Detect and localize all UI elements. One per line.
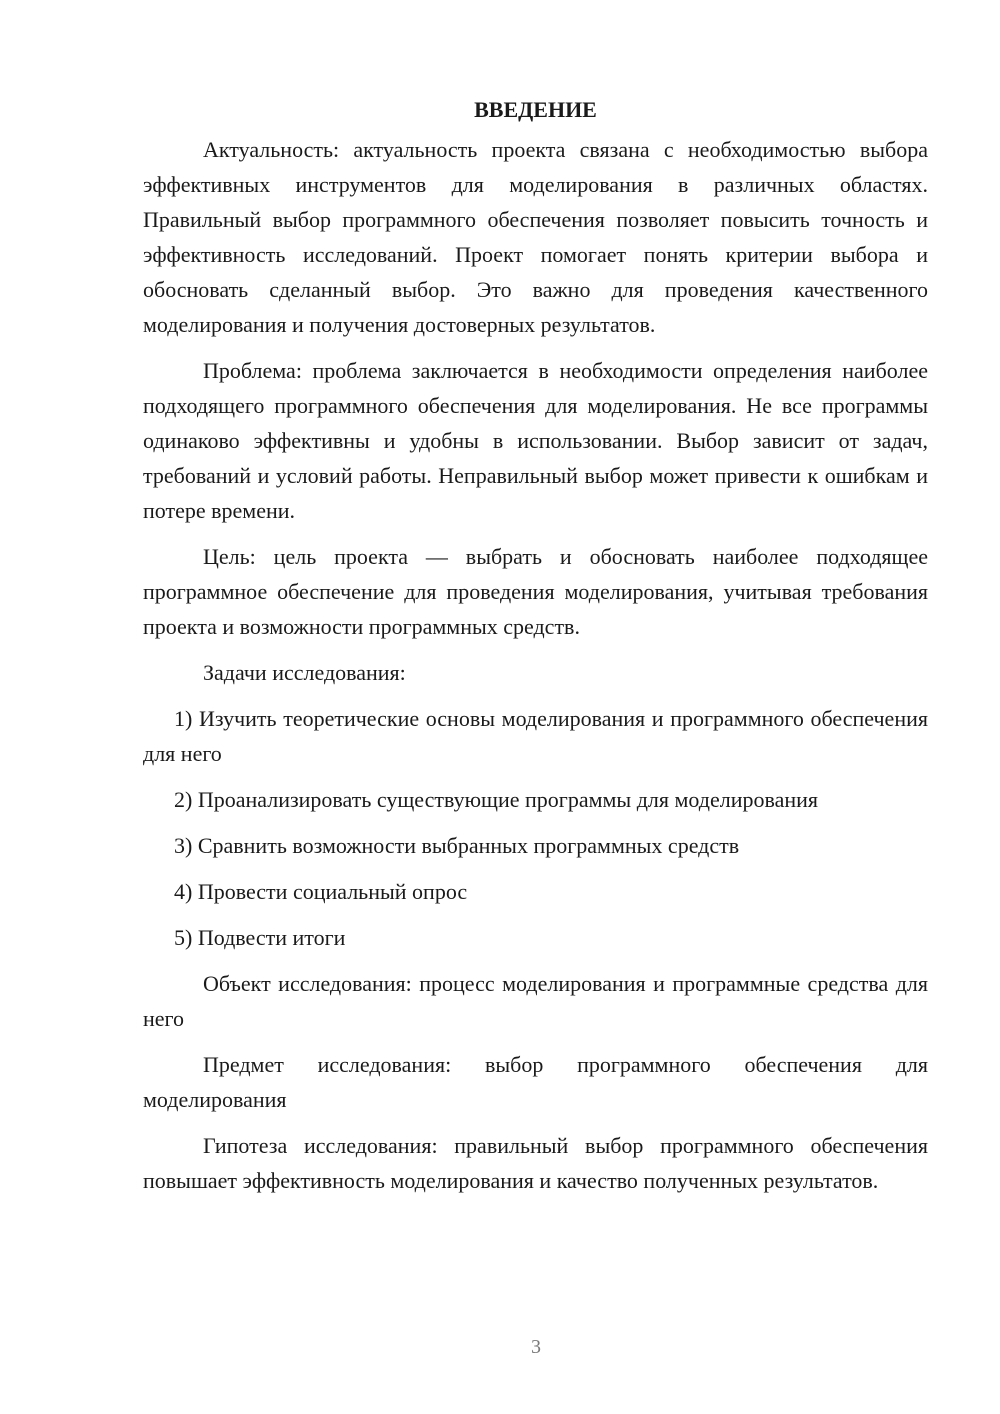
page-title: ВВЕДЕНИЕ — [474, 97, 597, 122]
task-item: 3) Сравнить возможности выбранных программных средств — [174, 833, 740, 858]
hypothesis-paragraph: Гипотеза исследования: правильный выбор программного обеспечения повышает эффективность моделирования и качество полученных результатов. — [143, 1133, 928, 1193]
task-item: 4) Провести социальный опрос — [174, 879, 468, 904]
problem-paragraph: Проблема: проблема заключается в необходимости определения наиболее подходящего программного обеспечения для моделирования. Не все программы одинаково эффективны и удобны в использовании. Выбор зависит от задач, требований и условий работы. Неправильный выбор может привести к ошибкам и потере времени. — [143, 358, 928, 523]
document-page — [143, 92, 928, 1198]
task-item: 2) Проанализировать существующие программы для моделирования — [174, 787, 819, 812]
page-number: 3 — [531, 1336, 541, 1358]
relevance-paragraph: Актуальность: актуальность проекта связана с необходимостью выбора эффективных инструментов для моделирования в различных областях. Правильный выбор программного обеспечения позволяет повысить точность и эффективность исследований. Проект помогает понять критерии выбора и обосновать сделанный выбор. Это важно для проведения качественного моделирования и получения достоверных результатов. — [143, 137, 928, 337]
task-item: 5) Подвести итоги — [174, 925, 346, 950]
task-item: 1) Изучить теоретические основы моделирования и программного обеспечения для него — [143, 706, 928, 766]
tasks-label: Задачи исследования: — [203, 660, 406, 685]
tasks-list — [143, 701, 928, 955]
subject-paragraph: Предмет исследования: выбор программного обеспечения для моделирования — [143, 1052, 928, 1112]
goal-paragraph: Цель: цель проекта — выбрать и обосновать наиболее подходящее программное обеспечение для проведения моделирования, учитывая требования проекта и возможности программных средств. — [143, 544, 928, 639]
object-paragraph: Объект исследования: процесс моделирования и программные средства для него — [143, 971, 928, 1031]
